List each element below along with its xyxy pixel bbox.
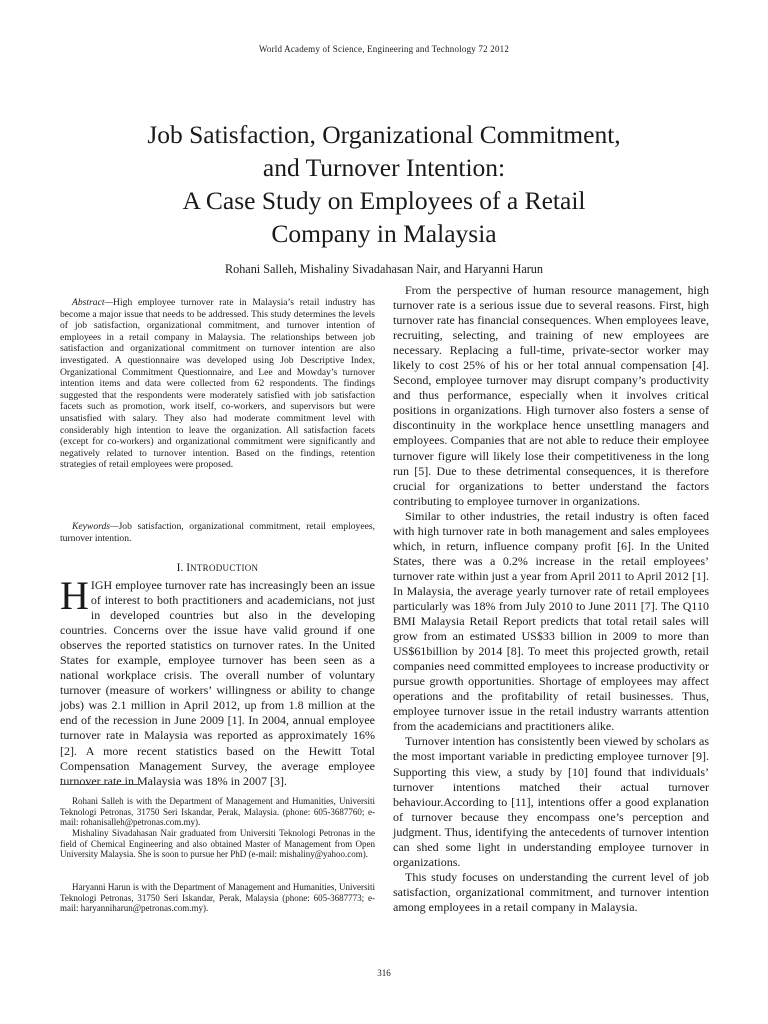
section-initial: I [186,562,191,574]
footnote-nair: Mishaliny Sivadahasan Nair graduated from Universiti Teknologi Petronas in the field of Chemical Engineering and also obtained Master of Management from Open University Malaysia. She is soon to pursue her PhD (e-mail: mishaliny@yahoo.com). [60,828,375,860]
section-heading-introduction [60,562,375,574]
introduction-paragraph [60,573,375,789]
paper-title [60,118,708,250]
title-line-2: and Turnover Intention: [262,153,506,182]
footnote-harun: Haryanni Harun is with the Department of Management and Humanities, Universiti Teknologi Petronas, 31750 Seri Iskandar, Perak, Malaysia (phone: 605-3687773; e-mail: haryanniharun@petronas.com.my). [60,882,375,914]
drop-cap: H [60,573,89,618]
abstract [60,297,375,471]
abstract-dash: — [104,297,114,308]
keywords-text: Job satisfaction, organizational commitment, retail employees, turnover intention. [60,521,375,544]
paragraph-retail-industry: Similar to other industries, the retail industry is often faced with high turnover rate in both management and sales employees which, in return, influence company profit [6]. In the United States, there was a 0.2% increase in the retail employees’ turnover rate within just a year from April 2011 to April 2012 [1]. In Malaysia, the average yearly turnover rate of retail employees particularly was 18% from July 2010 to June 2011 [7]. The Q110 BMI Malaysia Retail Report predicts that total retail sales will grow from an estimated US$33 billion in 2009 to more than US$61billion by 2014 [8]. To meet this projected growth, retail companies need committed employees to increase productivity or pursue growth opportunities. Shortage of employees may affect operations and the profitability of retail businesses. Thus, employee turnover issue in the retail industry warrants attention from the academicians and practitioners alike. [393,508,709,734]
title-line-3: A Case Study on Employees of a Retail [182,186,586,215]
paragraph-hr-perspective: From the perspective of human resource management, high turnover rate is a serious issue due to several reasons. First, high turnover rate has financial consequences. When employees leave, recruiting, selecting, and training of new employees are necessary. Replacing a full-time, private-sector worker may likely to cost 25% of his or her total annual compensation [4]. Second, employee turnover may disrupt company’s productivity and thus performance, especially when it involves critical positions in organizations. High turnover also fosters a sense of discontinuity in the workplace hence unsettling managers and employees. Companies that are not able to reduce their employee turnover figure will likely lose their competitiveness in the long run [5]. Due to these detrimental consequences, it is therefore crucial for organizations to better understand the factors contributing to employee turnover in organizations. [393,283,709,508]
right-column [393,283,709,915]
footnote-salleh: Rohani Salleh is with the Department of Management and Humanities, Universiti Teknologi Petronas, 31750 Seri Iskandar, Perak, Malaysia. (phone: 605-3687760; e-mail: rohanisalleh@petronas.com.my). [60,796,375,828]
title-line-4: Company in Malaysia [271,219,497,248]
keywords-dash: — [110,521,119,532]
abstract-text: High employee turnover rate in Malaysia’s retail industry has become a major issue that needs to be addressed. This study determines the levels of job satisfaction, organizational commitment, and turnover intention of employees in a retail company in Malaysia. The relationships between job satisfaction and organizational commitment on turnover intention are also investigated. A questionnaire was developed using Job Descriptive Index, Organizational Commitment Questionnaire, and Lee and Mowday’s turnover intention items and data were collected from 62 respondents. The findings suggested that the respondents were moderately satisfied with job satisfaction facets such as promotion, work itself, co-workers, and supervisors but were unsatisfied with salary. They also had moderate commitment level with considerably high intention to leave the organization. All satisfaction facets (except for co-workers) and organizational commitment were significantly and negatively related to turnover intention. Based on the findings, retention strategies of retail employees were proposed. [60,297,375,471]
paragraph-turnover-intention: Turnover intention has consistently been viewed by scholars as the most important variable in predicting employee turnover [9]. Supporting this view, a study by [10] found that individuals’ turnover intentions matched their actual turnover behaviour.According to [11], intentions offer a good explanation of turnover because they encompass one’s perception and judgment. Thus, identifying the antecedents of turnover intention can shed some light in understanding employee turnover in organizations. [393,734,709,869]
keywords [60,521,375,544]
author-list: Rohani Salleh, Mishaliny Sivadahasan Nair, and Haryanni Harun [224,262,543,276]
abstract-label: Abstract [72,297,105,308]
section-rest: NTRODUCTION [190,563,259,573]
keywords-label: Keywords [72,521,111,532]
paragraph-study-focus: This study focuses on understanding the current level of job satisfaction, organizational commitment, and turnover intention among employees in a retail company in Malaysia. [393,869,709,914]
page-number: 316 [377,968,391,978]
footnote-divider [60,784,140,785]
introduction-text: IGH employee turnover rate has increasingly been an issue of interest to both practitioners and academicians, not just in developed countries but also in the developing countries. Concerns over the issue have valid ground if one observes the reported statistics on turnover rates. In the United States for example, employee turnover has been seen as a national workplace crisis. The overall number of voluntary turnover (measure of workers’ willingness or ability to change jobs) was 2.1 million in April 2012, up from 1.8 million at the end of the recession in June 2009 [1]. In 2004, annual employee turnover rate in Malaysia was reported as approximately 16% [2]. A more recent statistics based on the Hewitt Total Compensation Management Survey, the average employee turnover rate in Malaysia was 18% in 2007 [3]. [60,578,375,788]
section-number: I. [176,562,187,574]
title-line-1: Job Satisfaction, Organizational Commitment, [147,120,621,149]
running-header: World Academy of Science, Engineering and Technology 72 2012 [258,44,510,54]
